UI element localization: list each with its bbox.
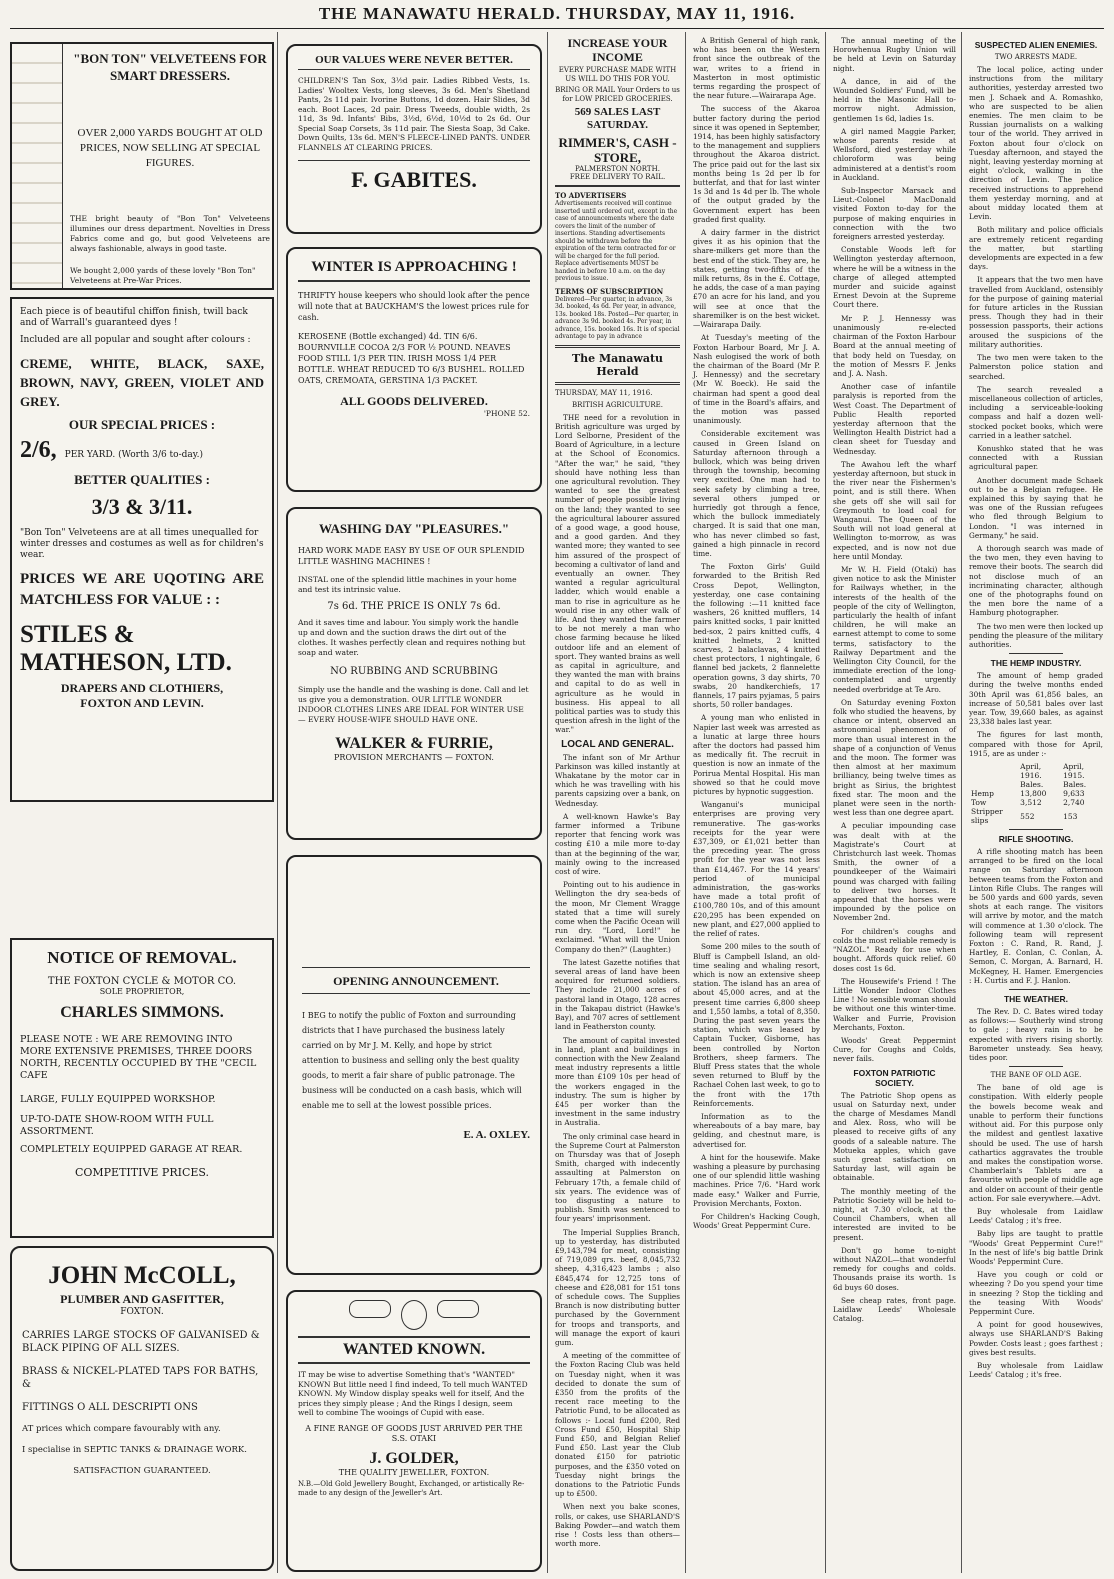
hemp-cell: 3,512: [1020, 798, 1042, 808]
removal-name: CHARLES SIMMONS.: [60, 1004, 224, 1021]
weather-head: THE WEATHER.: [1003, 994, 1069, 1005]
hemp-header-cell: April, 1916.: [1020, 762, 1042, 781]
col5-p8: The Awahou left the wharf yesterday afternoon, but stuck in the river near the Fishermen's point, and is still there. When she gets off she will sail for Greymouth to load coal for Wanganui. The Queen of the South will not load general at Wellington to-morrow, as was expected, and is now not due here until Monday.: [833, 459, 956, 561]
stiles-special-price: 2/6,: [20, 437, 57, 463]
hemp-cell: 552: [1020, 811, 1035, 821]
col5-p3: A girl named Maggie Parker, whose parents reside at Wellsford, died yesterday while chloroform was being administered at a dentist's room in Auckland.: [833, 126, 956, 182]
rimmer-ad: [555, 36, 680, 187]
brooch-icon: [437, 1300, 479, 1318]
col4-p7: A young man who enlisted in Napier last week was arrested as a lunatic at large three hours after the doctors had passed him as medically fit. The recruit in question is now an inmate of the Porirua Mental Hospital. His man showed so that he could move pictures by hypnotic suggestion.: [693, 713, 820, 797]
patriotic-p2: The monthly meeting of the Patriotic Society will be held to-night, at 7.30 o'clock, at the Council Chambers, when all interested are invited to be present.: [833, 1186, 956, 1242]
mccoll-septic: I specialise in SEPTIC TANKS & DRAINAGE WORK.: [22, 1445, 247, 1455]
hemp-p1: The amount of hemp graded during the twelve months ended 30th April was 61,856 bales, an increase of 50,581 bales over last year. Tow, 39,660 bales, as against 23,338 bales last year.: [969, 671, 1103, 727]
col5-p2: A dance, in aid of the Wounded Soldiers' Fund, will be held in the Masonic Hall to-morrow night. Admission, gentlemen 1s 6d, ladies 1s.: [833, 76, 956, 123]
hemp-cell: 13,800: [1020, 789, 1047, 799]
column-1: [6, 32, 278, 1573]
alien-p4: The two men were taken to the Palmerston police station and searched.: [969, 353, 1103, 381]
opening-body: I BEG to notify the public of Foxton and surrounding districts that I have purchased the business lately carried on by Mr J. M. Kelly, and hope by strict attention to business and selling only the best quality goods, to merit a fair share of public patronage. The business will be conducted on a cash basis, which will enable me to sell at the lowest possible prices.: [302, 1011, 522, 1110]
golder-poem: IT may be wise to advertise Something that's "WANTED" KNOWN But little need I find indeed, To tell much WANTED KNOWN. My Window display speaks well for itself, And the prices they simply please ; And the Rings I design, seem well to combine The wooings of Cupid with ease.: [298, 1370, 528, 1418]
dateline: THURSDAY, MAY 11, 1916.: [555, 388, 653, 397]
winter-phone: 'PHONE 52.: [483, 409, 530, 418]
winter-intro: THRIFTY house keepers who should look after the pence will note that at BAUCKHAM'S the lowest prices rule for cash.: [298, 291, 530, 322]
removal-notice-ad: [10, 938, 274, 1238]
editorial-p1: THE need for a revolution in British agriculture was urged by Lord Selborne, President of the Board of Agriculture, in a lecture at the School of Economics. "After the war," he said, "they should have nothing less than one agricultural revolution. They wanted to see the greatest number of people possible living on the land; they wanted to see the agricultural labourer assured of a good wage, a good house, and a good garden. And they wanted more; they wanted to see him assured of the prospect of becoming a cultivator of land and eventually an owner. They wanted a regular agricultural ladder, which would enable a man to rise in agriculture as he would rise in any other walk of life. And they wanted the farmer to be not merely a man who chose farming because he liked outdoor life and an element of sport. They wanted brains as well as capital in agriculture, and they wanted the man with brains and capital to do as well in agriculture as he would in business. His appeal to all political parties was to study this question afresh in the light of the war.": [555, 412, 680, 735]
masthead-rule: [10, 28, 1104, 29]
washing-p3: Simply use the handle and the washing is done. Call and let us give you a demonstration. OUR LITTLE WONDER INDOOR CLOTHES LINES ARE IDEAL FOR WINTER USE — EVERY HOUSE-WIFE SHOULD HAVE ONE.: [298, 685, 529, 724]
subscription-text: Delivered—Per quarter, in advance, 3s 3d. booked, 4s 6d. Per year, in advance, 13s. booked 18s. Posted—Per quarter, in advance 3s 9d. booked 4s. Per year, in advance, 15s. booked 16s. It is of special advantage to pay in advance: [555, 295, 680, 340]
alien-p1: The local police, acting under instructions from the military authorities, yesterday arrested two men J. Schaek and A. Romashko, who are suspected to be alien enemies. The men claim to be Russian journalists on a walking tour of the world. They arrived in Foxton about four o'clock on Tuesday afternoon, and stayed the night, leaving yesterday morning at eight o'clock, walking in the direction of Levin. The police received instructions to apprehend them yesterday morning, and at about midday located them at Levin.: [969, 65, 1103, 222]
table-row: [969, 789, 1103, 798]
golder-sub: THE QUALITY JEWELLER, FOXTON.: [338, 1467, 490, 1477]
hemp-unit-cell: [969, 780, 1018, 789]
stiles-better-price: 3/3 & 3/11.: [91, 494, 193, 519]
alien-p7: Another document made Schaek out to be a Belgian refugee. He explained this by saying that he was one of the Russian refugees who fled through Belgium to London. "I was interned in Germany," he said.: [969, 475, 1103, 540]
washing-p2: And it saves time and labour. You simply work the handle up and down and the suction draws the dirt out of the clothes. It washes perfectly clean and requires nothing but soap and water.: [298, 618, 526, 657]
nameplate: The Manawatu Herald: [571, 351, 664, 378]
advertisers-text: Advertisements received will continue inserted until ordered out, except in the case of announcements where the date covers the limit of the number of insertions. Standing advertisements should be withdrawn before the expiration of the term contracted for or will be charged for the full period. Replace advertisements MUST be handed in before 10 a.m. on the day previous to issue.: [555, 200, 678, 282]
walker-furrie-ad: [286, 507, 542, 840]
tail-p2: Baby lips are taught to prattle "Woods' Great Peppermint Cure!" In the nest of life's big battle Drink Woods' Peppermint Cure.: [969, 1229, 1103, 1266]
hemp-unit-cell: Bales.: [1063, 780, 1087, 790]
rimmer-name: RIMMER'S, CASH - STORE,: [558, 135, 677, 165]
rimmer-town: PALMERSTON NORTH.: [575, 165, 660, 173]
golder-nb: N.B.—Old Gold Jewellery Bought, Exchanged, or artistically Re-made to any design of the Jeweller's Art.: [298, 1479, 525, 1497]
gabites-ad: [286, 44, 542, 234]
tail-p1: Buy wholesale from Laidlaw Leeds' Catalog ; it's free.: [969, 1206, 1103, 1226]
col5-p13: The Housewife's Friend ! The Little Wonder Indoor Clothes Line ! No sensible woman should be without one this winter-time. Walker and Furrie, Provision Merchants, Foxton.: [833, 976, 956, 1032]
col4-p2: The success of the Akaroa butter factory during the period since it was opened in September, 1914, has been highly satisfactory to the management and suppliers throughout the Akaroa district. The price paid out for the last six months being 1s 2d per lb for butterfat, and that for last winter 1s 3d and 1s 4d per lb. The whole of the output graded by the Government expert has been graded first quality.: [693, 104, 821, 224]
washing-sub: HARD WORK MADE EASY BY USE OF OUR SPLENDID LITTLE WASHING MACHINES !: [298, 546, 525, 566]
hemp-p2: The figures for last month, compared with those for April, 1915, are as under :-: [969, 730, 1103, 758]
patriotic-p3: Don't go home to-night without NAZOL—that wonderful remedy for coughs and colds. Thousands praise its worth. 1s 6d buys 60 doses.: [833, 1245, 956, 1292]
opening-name: E. A. OXLEY.: [463, 1129, 530, 1141]
masthead: THE MANAWATU HERALD. THURSDAY, MAY 11, 1916.: [318, 4, 796, 23]
removal-prices: COMPETITIVE PRICES.: [74, 1166, 210, 1179]
col4-p10: Information as to the whereabouts of a bay mare, bay gelding, and chestnut mare, is advertised for.: [693, 1111, 820, 1149]
local-p8: A meeting of the committee of the Foxton Racing Club was held on Tuesday night, when it was decided to donate the sum of £350 from the profits of the recent race meeting to the Patriotic Fund, to be allocated as follows :- Local fund £200, Red Cross Fund £50, Hospital Ship Fund £50, and Belgian Relief Fund £50. Last year the Club donated £150 for patriotic purposes, and the £350 voted on Tuesday night brings the donations to the Patriotic Funds up to £500.: [555, 1351, 680, 1499]
alien-p5: The search revealed a miscellaneous collection of articles, including a serviceable-looking compass and half a dozen well-stocked pocket books, which were carried in a leather satchel.: [969, 384, 1103, 440]
hemp-table-units: [969, 780, 1103, 789]
tail-p3: Have you cough or cold or wheezing ? Do you spend your time in sneezing ? Stop the tickling and the teasing With Woods' Peppermint Cure.: [969, 1270, 1103, 1316]
opening-head: OPENING ANNOUNCEMENT.: [302, 974, 530, 994]
bonton-ad: [10, 42, 274, 290]
local-p5: The amount of capital invested in land, plant and buildings in connection with the New Zealand meat industry represents a little more than £109 10s per head of the workers engaged in the industry. The sum is higher by £45 per worker than the investment in the same industry in Australia.: [555, 1035, 680, 1128]
washing-price: 7s 6d. THE PRICE IS ONLY 7s 6d.: [327, 601, 501, 612]
col5-p11: A peculiar impounding case was dealt with at the Magistrate's Court at Christchurch last week. Thomas Smith, the owner of a poundkeeper of the Waimairi pound was charged with failing to deliver two horses. It appeared that the horses were impounded by the police on November 2nd.: [833, 821, 956, 923]
col5-p6: Mr P. J. Hennessy was unanimously re-elected chairman of the Foxton Harbour Board at the annual meeting of that body held on Tuesday, on the motion of Messrs F. Jenks and J. A. Nash.: [833, 313, 956, 378]
rimmer-l3: BRING OR MAIL Your Orders to us for LOW PRICED GROCERIES.: [555, 86, 680, 103]
hemp-table: [969, 762, 1103, 825]
stiles-matheson-ad: [10, 297, 274, 802]
removal-garage: COMPLETELY EQUIPPED GARAGE AT REAR.: [20, 1144, 243, 1155]
hemp-cell: Hemp: [971, 789, 994, 799]
table-row: [969, 798, 1103, 807]
removal-prop: SOLE PROPRIETOR,: [99, 987, 185, 996]
col4-p8: Wanganui's municipal enterprises are proving very remunerative. The gas-works receipts for the year were £37,309, or £1,021 better than the preceding year. The gross profit for the year was not less than £14,467. For the 14 years' period of municipal administration, the gas-works have made a total profit of £100,780 10s, and of this amount £20,295 has been expended on new plant, and £27,000 applied to the relief of rates.: [693, 800, 820, 939]
hemp-header-cell: [969, 762, 1018, 780]
hemp-cell: Tow: [971, 798, 987, 808]
washing-name: WALKER & FURRIE,: [335, 735, 493, 752]
oxley-ad: [286, 855, 542, 1275]
col4-p5: Considerable excitement was caused in Green Island on Saturday afternoon through a bullock, which was being driven through the township, becoming very excited. One man had to seek safety by climbing a tree, several others jumped or hurriedly got through a fence, which the bullock immediately charged. It is said that one man, who has never climbed so fast, gained a high pinnacle in record time.: [693, 429, 820, 558]
floral-border-left: [12, 44, 63, 290]
golder-head: WANTED KNOWN.: [298, 1336, 530, 1364]
alien-p6: Konushko stated that he was connected with a Russian agricultural paper.: [969, 443, 1103, 472]
rimmer-free: FREE DELIVERY TO RAIL.: [569, 173, 666, 181]
stiles-colours: CREME, WHITE, BLACK, SAXE, BROWN, NAVY, GREEN, VIOLET AND GREY.: [20, 356, 264, 409]
patriotic-p1: The Patriotic Shop opens as usual on Saturday next, under the charge of Mesdames Mandl and Alex. Ross, who will be pleased to receive gifts of any goods of a saleable nature. The Motueka apples, which gave such great satisfaction on Saturday last, will again be obtainable.: [833, 1090, 956, 1183]
mccoll-town: FOXTON.: [120, 1307, 164, 1317]
watch-icon: [401, 1300, 427, 1330]
rifle-head: RIFLE SHOOTING.: [998, 834, 1074, 845]
removal-firm: THE FOXTON CYCLE & MOTOR CO.: [47, 976, 237, 987]
local-p9: When next you bake scones, rolls, or cakes, use SHARLAND'S Baking Powder—and watch them rise ! Costs less than others—worth more.: [555, 1502, 680, 1549]
rimmer-l4: 569 SALES LAST SATURDAY.: [574, 106, 661, 131]
mccoll-satisfaction: SATISFACTION GUARANTEED.: [73, 1466, 211, 1476]
oldage-p1: The bane of old age is constipation. With elderly people the bowels become weak and unable to perform their functions without aid. For this purpose only the mildest and gentlest laxative should be used. The use of harsh cathartics aggravates the trouble and makes the constipation worse. Chamberlain's Tablets are a favourite with people of middle age and older on account of their gentle action. For sale everywhere.—Advt.: [969, 1083, 1103, 1203]
washing-sub2: PROVISION MERCHANTS — FOXTON.: [334, 753, 494, 762]
local-p1: The infant son of Mr Arthur Parkinson was killed instantly at Whakatane by the motor car in which he was travelling with his parents capsizing over a bank, on Wednesday.: [555, 752, 680, 808]
weather-p1: The Rev. D. C. Bates wired today as follows:— Southerly wind strong to gale ; heavy rain is to be expected with rivers rising shortly. Barometer unsteady. Sea heavy, tides poor.: [969, 1007, 1103, 1063]
stiles-uqoting: PRICES WE ARE UQOTING ARE MATCHLESS FOR VALUE : :: [20, 571, 264, 608]
hemp-unit-cell: Bales.: [1020, 780, 1044, 790]
stiles-intro: Each piece is of beautiful chiffon finish, twill back and of Warrall's guaranteed dyes !: [20, 307, 248, 328]
mccoll-name: JOHN McCOLL,: [48, 1262, 236, 1289]
removal-title: NOTICE OF REMOVAL.: [47, 948, 237, 967]
col4-p11: A hint for the housewife. Make washing a pleasure by purchasing one of our splendid little washing machines. Price 7/6. "Hard work made easy." Walker and Furrie, Provision Merchants, Foxton.: [693, 1152, 820, 1208]
local-p4: The latest Gazette notifies that several areas of land have been acquired for returned soldiers. They include 21,000 acres of pastoral land in Otago, 128 acres in the Takapau district (Hawke's Bay), and 707 acres of settlement land in Featherston county.: [555, 957, 680, 1032]
rifle-p1: A rifle shooting match has been arranged to be fired on the local range on Saturday afternoon between teams from the Foxton and Linton Rifle Clubs. The ranges will be 500 yards and 600 yards, seven shots at each range. The visitors will arrive by motor, and the match will commence at 1.30 o'clock. The following team will represent Foxton : C. Rand, R. Rand, J. Hartley, E. Conlan, C. Conlan, A. Semon, C. Morgan, A. Barnard, H. McKegney, H. Hamer. Emergencies : H. Curtis and F. J. Hanlon.: [969, 847, 1103, 985]
advertisers-head: TO ADVERTISERS: [555, 191, 627, 200]
stiles-places: FOXTON AND LEVIN.: [80, 696, 204, 710]
mccoll-fittings: FITTINGS O ALL DESCRIPTI ONS: [22, 1402, 198, 1413]
mccoll-ad: [10, 1246, 274, 1571]
stiles-colours-intro: Included are all popular and sought after colours :: [20, 335, 251, 345]
column-4: [688, 32, 826, 1573]
golder-range: A FINE RANGE OF GOODS JUST ARRIVED PER THE S.S. OTAKI: [305, 1423, 523, 1443]
hemp-cell: 2,740: [1063, 798, 1085, 808]
winter-items: KEROSENE (Bottle exchanged) 4d. TIN 6/6. BOURNVILLE COCOA 2/3 FOR ½ POUND. NEAVES FOOD STILL 1/3 PER TIN. IRISH MOSS 1/4 PER BOTTLE. WHEAT REDUCED TO 6/3 BUSHEL. ROLLED OATS, CREMOATA, GERSTINA 1/3 PACKET.: [298, 332, 525, 385]
col5-p14: Woods' Great Peppermint Cure, for Coughs and Colds, never fails.: [833, 1035, 956, 1064]
col5-p4: Sub-Inspector Marsack and Lieut.-Colonel MacDonald visited Foxton to-day for the purpose of making enquiries in connection with the two foreigners arrested yesterday.: [833, 186, 956, 242]
alien-p2: Both military and police officials are extremely reticent regarding the matter, but startling developments are expected in a few days.: [969, 225, 1103, 272]
local-head: LOCAL AND GENERAL.: [561, 738, 674, 750]
col5-p5: Constable Woods left for Wellington yesterday afternoon, where he will be a witness in the charge of alleged attempted murder and suicide against Ernest Devoin at the Supreme Court there.: [833, 245, 956, 310]
hemp-head: THE HEMP INDUSTRY.: [990, 658, 1082, 669]
col4-p4: At Tuesday's meeting of the Foxton Harbour Board, Mr J. A. Nash eulogised the work of both the chairman of the Board (Mr P. J. Hennessy) and the secretary (Mr W. Boeck). He said the chairman had spent a good deal of time in the Board's affairs, and the motion was passed unanimously.: [693, 333, 820, 426]
winter-deliver: ALL GOODS DELIVERED.: [340, 394, 488, 408]
stiles-special-note: PER YARD. (Worth 3/6 to-day.): [64, 450, 204, 460]
subscription-head: TERMS OF SUBSCRIPTION: [555, 286, 664, 296]
bauckham-ad: [286, 247, 542, 492]
golder-ad: [286, 1290, 542, 1572]
local-p3: Pointing out to his audience in Wellington the dry sea-beds of the moon, Mr Clement Wragge stated that a time will surely come when the Pacific Ocean will run dry. "Lord, Lord!" he exclaimed. "What will the Union Company do then?" (Laughter.): [555, 880, 680, 954]
rimmer-l1: INCREASE YOUR INCOME: [567, 36, 668, 64]
editorial-head: BRITISH AGRICULTURE.: [572, 400, 663, 409]
winter-head: WINTER IS APPROACHING !: [298, 259, 530, 282]
hemp-table-header: [969, 762, 1103, 780]
stiles-special-label: OUR SPECIAL PRICES :: [68, 417, 216, 432]
col4-p3: A dairy farmer in the district gives it as his opinion that the share-milkers get more than the best end of the stick. They are, he states, getting two-fifths of the milk returns, 8s in the £. Cottage, he adds, the case of a man paying £70 an acre for his land, and you will see at once that the sharemilker is on the best wicket.—Wairarapa Daily.: [693, 228, 820, 330]
removal-note: PLEASE NOTE : WE ARE REMOVING INTO MORE EXTENSIVE PREMISES, THREE DOORS NORTH, RECENTLY OCCUPIED BY THE "CECIL CAFE: [20, 1034, 257, 1081]
patriotic-p4: See cheap rates, front page. Laidlaw Leeds' Wholesale Catalog.: [833, 1295, 956, 1324]
column-3: [550, 32, 686, 1573]
alien-p3: It appears that the two men have travelled from Auckland, ostensibly for the purpose of gaining material for future articles in the Russian press. Though they had in their possession passports, their actions aroused the suspicions of the military authorities.: [969, 275, 1103, 349]
stiles-better-label: BETTER QUALITIES :: [74, 472, 210, 487]
hemp-header-cell: April, 1915.: [1063, 762, 1085, 781]
column-2: [280, 32, 548, 1573]
alien-sub: TWO ARRESTS MADE.: [994, 53, 1078, 61]
stiles-trade: DRAPERS AND CLOTHIERS,: [60, 681, 224, 695]
local-p7: The Imperial Supplies Branch, up to yesterday, has distributed £9,143,794 for meat, consisting of 719,089 qrs. beef, 8,045,732 sheep, 4,316,423 lambs ; also £845,474 for 12,725 tons of cheese and £28,081 for 151 tons of schedule cows. The Supplies Branch is now distributing butter purchased by the Government for troops and transports, and will manage the export of kauri gum.: [555, 1227, 680, 1347]
column-5: [828, 32, 962, 1573]
removal-workshop: LARGE, FULLY EQUIPPED WORKSHOP.: [20, 1094, 216, 1105]
alien-p9: The two men were then locked up pending the pleasure of the military authorities.: [969, 621, 1103, 649]
col4-p12: For Children's Hacking Cough, Woods' Great Peppermint Cure.: [693, 1211, 820, 1231]
oldage-head: THE BANE OF OLD AGE.: [990, 1071, 1082, 1080]
table-row: [969, 807, 1103, 825]
col5-p7: Another case of infantile paralysis is reported from the West Coast. The Department of Public Health reported yesterday afternoon that the Wellington Health District had a clean sheet for Tuesday and Wednesday.: [833, 382, 956, 456]
bonton-offer: OVER 2,000 YARDS BOUGHT AT OLD PRICES, NOW SELLING AT SPECIAL FIGURES.: [77, 127, 263, 169]
ring-icon: [349, 1300, 391, 1318]
hemp-cell: 153: [1063, 811, 1078, 821]
col4-p9: Some 200 miles to the south of Bluff is Campbell Island, an old-time sealing and whaling resort, which is now an extensive sheep station. The island has an area of about 45,000 acres, and at the present time carries 6,800 sheep and 1,550 lambs, a total of 8,350. During the past seven years the station, which was leased by Captain Tucker, Gisborne, has been controlled by Norton Brothers, sheep farmers. The Bluff Press states that the whole seven returned to Bluff by the Rachael Cohen last week, to go to the front with the 17th Reinforcements.: [693, 942, 820, 1108]
mccoll-taps: BRASS & NICKEL-PLATED TAPS FOR BATHS, &: [22, 1366, 259, 1390]
col4-p6: The Foxton Girls' Guild forwarded to the British Red Cross Depot, Wellington, yesterday, one case containing the following :—11 knitted face washers, 26 knitted mufflers, 14 pairs knitted socks, 1 pair knitted bed-sox, 2 pairs knitted cuffs, 4 knitted helmets, 2 knitted scarves, 2 balaclavas, 4 knitted chest protectors, 1 nightingale, 6 flannel bed jackets, 2 flannelette operation gowns, 3 day shirts, 70 swabs, 20 handkerchiefs, 17 flannels, 17 pairs pyjamas, 5 pairs shorts, 50 roller bandages.: [693, 562, 820, 710]
bonton-p2: We bought 2,000 yards of these lovely "Bon Ton" Velveteens at Pre-War Prices.: [70, 266, 256, 285]
alien-p8: A thorough search was made of the two men, they even having to remove their boots. The search did not disclose much of an incriminating character, although one of the photographs found on the men bore the name of a Hamburg photographer.: [969, 543, 1103, 618]
column-6: [964, 32, 1108, 1573]
hemp-cell: 9,633: [1063, 789, 1085, 799]
gabites-body: CHILDREN'S Tan Sox, 3½d pair. Ladies Ribbed Vests, 1s. Ladies' Wooltex Vests, long sleeves, 3s 6d. Men's Shetland Pants, 2s 11d pair. Ivorine Buttons, 1d dozen. Hair Slides, 3d each. Boot Laces, 2d pair. Dress Tweeds, double width, 2s 11d, 3s 9d. Infants' Bibs, 3½d, 6½d, 10½d to 2s 6d. Our Special Soap Corsets, 3s 11d pair. The Siesta Soap, 3d Cake. Down Quilts, 13s 6d. MEN'S FLEECE-LINED PANTS. UNDER FLANNELS AT CLEARING PRICES.: [298, 76, 530, 152]
bonton-p1: THE bright beauty of "Bon Ton" Velveteens illumines our dress department. Novelties in Dress Fabrics come and go, but good Velveteens are always fashionable, always in good taste.: [70, 214, 270, 253]
removal-showroom: UP-TO-DATE SHOW-ROOM WITH FULL ASSORTMENT.: [20, 1114, 214, 1137]
mccoll-prices: AT prices which compare favourably with any.: [22, 1424, 221, 1434]
rimmer-l2: EVERY PURCHASE MADE WITH US WILL DO THIS FOR YOU.: [558, 66, 677, 83]
washing-head: WASHING DAY "PLEASURES.": [318, 521, 510, 536]
washing-no: NO RUBBING AND SCRUBBING: [330, 666, 498, 677]
gabites-head: OUR VALUES WERE NEVER BETTER.: [298, 54, 530, 70]
gabites-name: F. GABITES.: [298, 160, 530, 193]
stiles-firm: STILES & MATHESON, LTD.: [20, 621, 232, 676]
alien-head: SUSPECTED ALIEN ENEMIES.: [974, 40, 1098, 50]
col4-p1: A British General of high rank, who has been on the Western front since the outbreak of the war, writes to a friend in Masterton in most optimistic terms regarding the prospect of the near future.—Wairarapa Age.: [693, 36, 820, 101]
local-p2: A well-known Hawke's Bay farmer informed a Tribune reporter that fencing work was costing £10 a mile more to-day than at the beginning of the war, mainly owing to the increased cost of wire.: [555, 811, 680, 877]
col5-p9: Mr W. H. Field (Otaki) has given notice to ask the Minister for Railways whether, in the interests of the health of the people of the city of Wellington, particularly the health of infant children, he will make an earnest attempt to come to some terms, satisfactory to the Railway Department and the Wellington City Council, for the immediate erection of the long-contemplated and urgently needed overbridge at Te Aro.: [833, 564, 956, 694]
stiles-unequalled: "Bon Ton" Velveteens are at all times unequalled for winter dresses and costumes as well as for children's wear.: [20, 528, 264, 560]
col5-p12: For children's coughs and colds the most reliable remedy is "NAZOL." Ready for use when bought. Affords quick relief. 60 doses cost 1s 6d.: [833, 926, 956, 973]
local-p6: The only criminal case heard in the Supreme Court at Palmerston on Thursday was that of Joseph Smith, charged with indecently assaulting at Palmerston on February 17th, a female child of six years. The evidence was of too disgusting a nature to publish. Smith was sentenced to four years' imprisonment.: [555, 1131, 680, 1224]
golder-name: J. GOLDER,: [369, 1449, 459, 1467]
patriotic-head: FOXTON PATRIOTIC SOCIETY.: [853, 1067, 936, 1088]
hemp-cell: Stripper slips: [971, 807, 1003, 826]
mccoll-stocks: CARRIES LARGE STOCKS OF GALVANISED & BLACK PIPING OF ALL SIZES.: [22, 1330, 260, 1354]
washing-p1: INSTAL one of the splendid little machines in your home and test its intrinsic value.: [298, 575, 517, 594]
col5-p10: On Saturday evening Foxton folk who studied the heavens, by chance or intent, observed an astronomical phenomenon of more than usual interest in the shape of a conjunction of Venus and the moon. The former was then almost at her maximum brilliancy, being twelve times as bright as Sirius, the brightest fixed star. The moon and the planet were seen in the north-west less than one degree apart.: [833, 697, 956, 818]
mccoll-trade: PLUMBER AND GASFITTER,: [60, 1292, 224, 1306]
tail-p4: A point for good housewives, always use SHARLAND'S Baking Powder. Costs least ; goes farthest ; gives best results.: [969, 1320, 1103, 1357]
tail-p5: Buy wholesale from Laidlaw Leeds' Catalog ; it's free.: [969, 1360, 1103, 1380]
col5-p1: The annual meeting of the Horowhenua Rugby Union will be held at Levin on Saturday night.: [833, 36, 956, 73]
bonton-heading: "BON TON" VELVETEENS FOR SMART DRESSERS.: [73, 51, 267, 83]
